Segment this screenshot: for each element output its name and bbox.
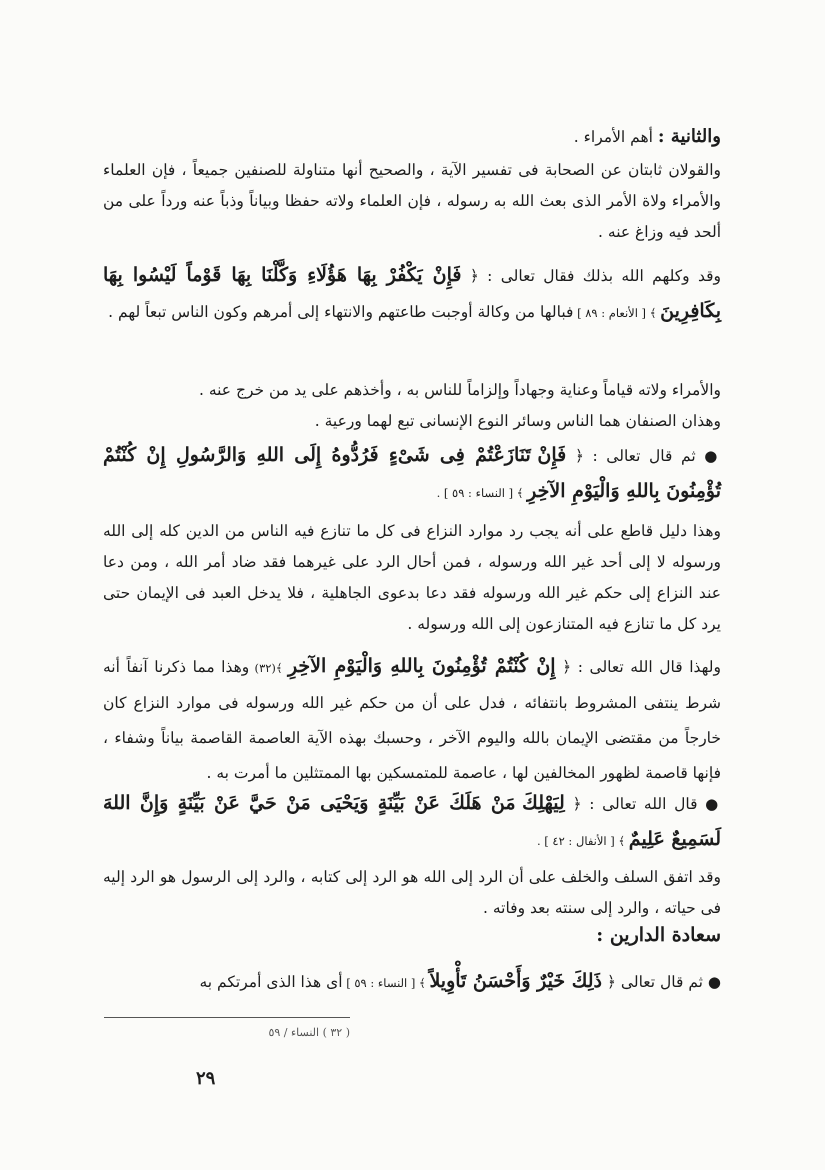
p8-lead: قال الله تعالى : ﴿: [564, 795, 706, 813]
quran-verse-nisa: فَإِنْ تَنَازَعْتُمْ فِى شَىْءٍ فَرُدُّوهُ إِلَى اللهِ وَالرَّسُولِ إِنْ كُنْتُمْ تُؤْمِنُونَ بِاللهِ وَالْيَوْمِ الآخِرِ: [103, 444, 721, 502]
paragraph-10: [103, 964, 721, 1001]
paragraph-4: [103, 406, 721, 437]
p2-lead: وقد وكلهم الله بذلك فقال تعالى : ﴿: [461, 267, 721, 285]
second-heading: والثانية :: [657, 126, 721, 147]
quran-verse-anfal: لِيَهْلِكَ مَنْ هَلَكَ عَنْ بَيِّنَةٍ وَيَحْيَى مَنْ حَيَّ عَنْ بَيِّنَةٍ وَإِنَّ اللهَ لَسَمِيعٌ عَلِيمٌ: [103, 792, 721, 850]
paragraph-6: [103, 516, 721, 640]
paragraph-1-text: والقولان ثابتان عن الصحابة فى تفسير الآية ، والصحيح أنها متناولة للصنفين جميعاً ، فإن العلماء والأمراء ولاة الأمر الذى بعث الله به رسوله ، فإن العلماء ولاته حفظا وبياناً وذباً عنه ورداً على من ألحد فيه وزاغ عنه .: [103, 161, 721, 241]
footnote: ( ٣٢ ) النساء / ٥٩: [268, 1026, 350, 1039]
quran-verse-tawil: ذَلِكَ خَيْرٌ وَأَحْسَنُ تَأْوِيلاً: [429, 970, 602, 992]
paragraph-4-text: وهذان الصنفان هما الناس وسائر النوع الإنسانى تبع لهما ورعية .: [314, 412, 721, 430]
paragraph-2: [103, 258, 721, 331]
paragraph-9-text: وقد اتفق السلف والخلف على أن الرد إلى الله هو الرد إلى كتابه ، والرد إلى الرسول هو الرد إليه فى حياته ، والرد إلى سنته بعد وفاته .: [103, 868, 721, 917]
paragraph-3-text: والأمراء ولاته قياماً وعناية وجهاداً وإلزاماً للناس به ، وأخذهم على يد من خرج عنه .: [198, 381, 721, 399]
paragraph-6-text: وهذا دليل قاطع على أنه يجب رد موارد النزاع فى كل ما تنازع فيه الناس من الدين كله إلى الله ورسوله لا إلى أحد غير الله ورسوله ، فمن أحال الرد على غيرهما فقد ضاد أمر الله ، ومن دعا عند النزاع إلى حكم غير الله ورسوله فقد دعا بدعوى الجاهلية ، فلا يدخل العبد فى الإيمان حتى يرد كل ما تنازع فيه المتنازعون إلى الله ورسوله .: [103, 522, 721, 633]
p10-rest: أى هذا الذى أمرتكم به: [199, 973, 343, 991]
bullet-icon: ●: [704, 447, 721, 465]
ref-nisa-2: ﴾ [ النساء : ٥٩ ]: [342, 976, 430, 990]
bullet-icon: ●: [707, 973, 721, 991]
paragraph-8: [103, 786, 721, 859]
paragraph-1: [103, 155, 721, 248]
second-opinion-line: [103, 121, 721, 153]
paragraph-3: [103, 375, 721, 406]
p7-rest: وهذا مما ذكرنا آنفاً أنه شرط ينتفى المشروط بانتفائه ، فدل على أن من حكم غير الله ورسوله فى موارد النزاع كان خارجاً من مقتضى الإيمان بالله واليوم الآخر ، وحسبك بهذه الآية العاصمة القاصمة بياناً وشفاء ، فإنها قاصمة لظهور المخالفين لها ، عاصمة للمتمسكين بها الممتثلين ما أمرت به .: [103, 658, 721, 782]
page-number: ٢٩: [196, 1068, 216, 1089]
paragraph-7: [103, 649, 721, 791]
section-heading-saada: سعادة الدارين :: [596, 924, 721, 946]
ref-anfal: ﴾ [ الأنفال : ٤٢ ] .: [536, 834, 629, 848]
p10-lead: ثم قال تعالى ﴿: [602, 973, 708, 991]
ref-anam: ﴾ [ الأنعام : ٨٩ ]: [573, 306, 661, 320]
p5-lead: ثم قال تعالى : ﴿: [566, 447, 705, 465]
second-text: أهم الأمراء .: [573, 128, 658, 146]
quran-verse-iman: إِنْ كُنْتُمْ تُؤْمِنُونَ بِاللهِ وَالْيَوْمِ الآخِرِ: [287, 655, 556, 677]
footnote-ref-32: ﴾(٣٢): [249, 661, 288, 675]
footnote-divider: [104, 1017, 350, 1018]
paragraph-9: [103, 862, 721, 924]
bullet-icon: ●: [705, 795, 721, 813]
quran-verse-anam: فَإِنْ يَكْفُرْ بِهَا هَؤُلَاءِ وَكَّلْنَا بِهَا قَوْماً لَيْسُوا بِهَا بِكَافِرِينَ: [103, 264, 721, 322]
p7-lead: ولهذا قال الله تعالى : ﴿: [555, 658, 721, 676]
p2-rest: فبالها من وكالة أوجبت طاعتهم والانتهاء إلى أمرهم وكون الناس تبعاً لهم .: [108, 303, 574, 321]
ref-nisa: ﴾ [ النساء : ٥٩ ] .: [436, 486, 528, 500]
paragraph-5: [103, 438, 721, 511]
